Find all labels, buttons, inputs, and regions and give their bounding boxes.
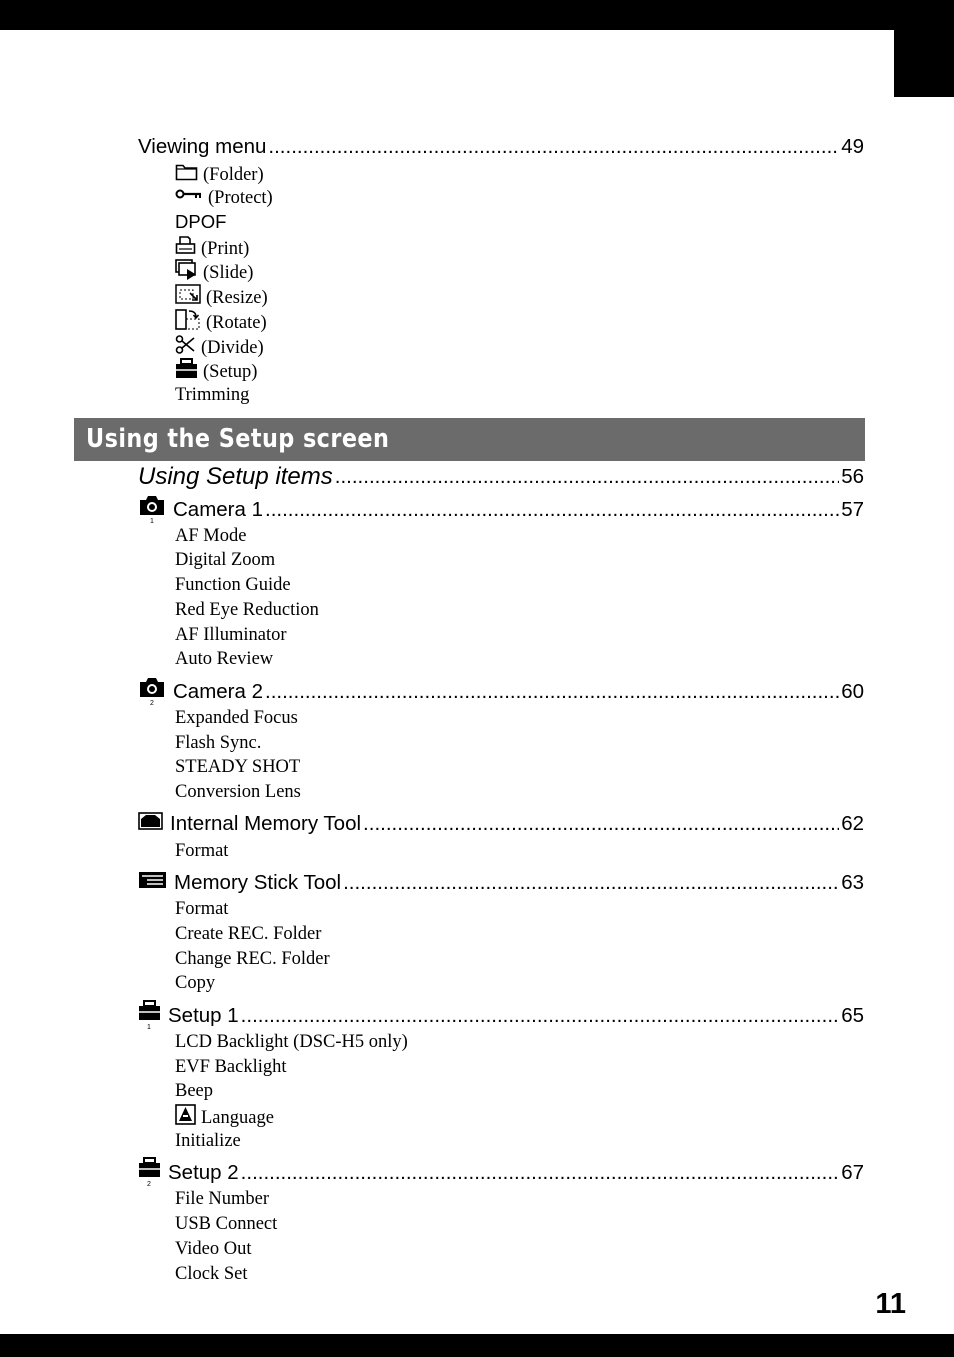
toc-entry-camera-1[interactable] xyxy=(138,494,864,525)
language-icon xyxy=(175,1104,196,1132)
bottom-bar xyxy=(0,1334,954,1357)
sub-item-divide: (Divide) xyxy=(175,334,264,362)
toc-title: Camera 1 xyxy=(173,498,264,521)
section-heading: Using the Setup screen xyxy=(86,424,390,454)
toc-title: Using Setup items xyxy=(138,463,333,490)
sub-item-language: Language xyxy=(175,1104,274,1132)
rotate-icon xyxy=(175,309,201,337)
sub-item: Video Out xyxy=(175,1239,252,1259)
sub-item: Clock Set xyxy=(175,1264,248,1284)
toc-title: Setup 2 xyxy=(168,1161,239,1184)
toc-page: 60 xyxy=(841,680,864,703)
toc-page: 65 xyxy=(841,1004,864,1027)
sub-item-trimming: Trimming xyxy=(175,385,250,405)
sub-item: USB Connect xyxy=(175,1214,278,1234)
sub-item: Beep xyxy=(175,1081,214,1101)
sub-item-slide: (Slide) xyxy=(175,259,253,287)
toc-title: Setup 1 xyxy=(168,1004,239,1027)
sub-item: EVF Backlight xyxy=(175,1057,287,1077)
sub-item: Flash Sync. xyxy=(175,733,262,753)
toc-entry-using-setup-items[interactable] xyxy=(138,461,864,491)
toc-page: 63 xyxy=(841,871,864,894)
toc-page: 56 xyxy=(841,465,864,488)
resize-icon xyxy=(175,284,201,311)
toc-title: Internal Memory Tool xyxy=(170,812,362,835)
toc-entry-viewing-menu[interactable] xyxy=(138,131,864,159)
leader-dots xyxy=(268,135,839,159)
sub-item: AF Mode xyxy=(175,526,247,546)
toc-entry-setup-2[interactable] xyxy=(138,1157,864,1188)
toc-title: Camera 2 xyxy=(173,680,264,703)
toc-page: 62 xyxy=(841,812,864,835)
toc-title: Viewing menu xyxy=(138,135,267,158)
sub-item: Conversion Lens xyxy=(175,782,301,802)
sub-item: Digital Zoom xyxy=(175,550,276,570)
sub-item-protect: (Protect) xyxy=(175,185,273,210)
leader-dots xyxy=(265,498,839,522)
toc-page: 49 xyxy=(841,135,864,158)
print-icon xyxy=(175,235,196,262)
sub-item: Create REC. Folder xyxy=(175,924,322,944)
memory-stick-icon xyxy=(138,870,167,895)
toc-entry-memory-stick-tool[interactable] xyxy=(138,867,864,895)
leader-dots xyxy=(241,1161,840,1185)
sub-item-print: (Print) xyxy=(175,235,249,262)
leader-dots xyxy=(265,680,839,704)
section-tab xyxy=(894,30,954,97)
sub-item: Change REC. Folder xyxy=(175,949,330,969)
sub-item-rotate: (Rotate) xyxy=(175,309,267,337)
section-heading-banner xyxy=(74,418,865,461)
leader-dots xyxy=(241,1004,840,1028)
leader-dots xyxy=(335,463,839,491)
key-icon xyxy=(175,185,203,210)
sub-item: Format xyxy=(175,841,229,861)
sub-item: File Number xyxy=(175,1189,270,1209)
toc-page: 67 xyxy=(841,1161,864,1184)
toc-page: 57 xyxy=(841,498,864,521)
sub-item-resize: (Resize) xyxy=(175,284,268,311)
sub-item: AF Illuminator xyxy=(175,625,287,645)
toc-entry-setup-1[interactable] xyxy=(138,1000,864,1031)
slide-icon xyxy=(175,259,198,287)
sub-item-setup: (Setup) xyxy=(175,358,257,386)
toolbox-icon: 1 xyxy=(138,1000,161,1028)
sub-item: Format xyxy=(175,899,229,919)
leader-dots xyxy=(343,871,839,895)
camera-icon: 2 xyxy=(138,676,166,704)
sub-item: Auto Review xyxy=(175,649,274,669)
sub-item-folder: (Folder) xyxy=(175,161,264,188)
sub-item-dpof: DPOF xyxy=(175,211,227,232)
toc-entry-camera-2[interactable] xyxy=(138,676,864,707)
toolbox-icon xyxy=(175,358,198,386)
toc-entry-internal-memory-tool[interactable] xyxy=(138,808,864,836)
toc-title: Memory Stick Tool xyxy=(174,871,342,894)
sub-item: Expanded Focus xyxy=(175,708,298,728)
sub-item: Initialize xyxy=(175,1131,241,1151)
top-bar xyxy=(0,0,954,30)
sub-item: Red Eye Reduction xyxy=(175,600,319,620)
sub-item: STEADY SHOT xyxy=(175,757,301,777)
sub-item: Copy xyxy=(175,973,216,993)
sub-item: LCD Backlight (DSC-H5 only) xyxy=(175,1032,408,1052)
toolbox-icon: 2 xyxy=(138,1157,161,1185)
page-number: 11 xyxy=(875,1288,906,1320)
camera-icon: 1 xyxy=(138,494,166,522)
leader-dots xyxy=(363,812,839,836)
sub-item: Function Guide xyxy=(175,575,291,595)
folder-icon xyxy=(175,161,198,188)
internal-memory-icon xyxy=(138,810,163,836)
